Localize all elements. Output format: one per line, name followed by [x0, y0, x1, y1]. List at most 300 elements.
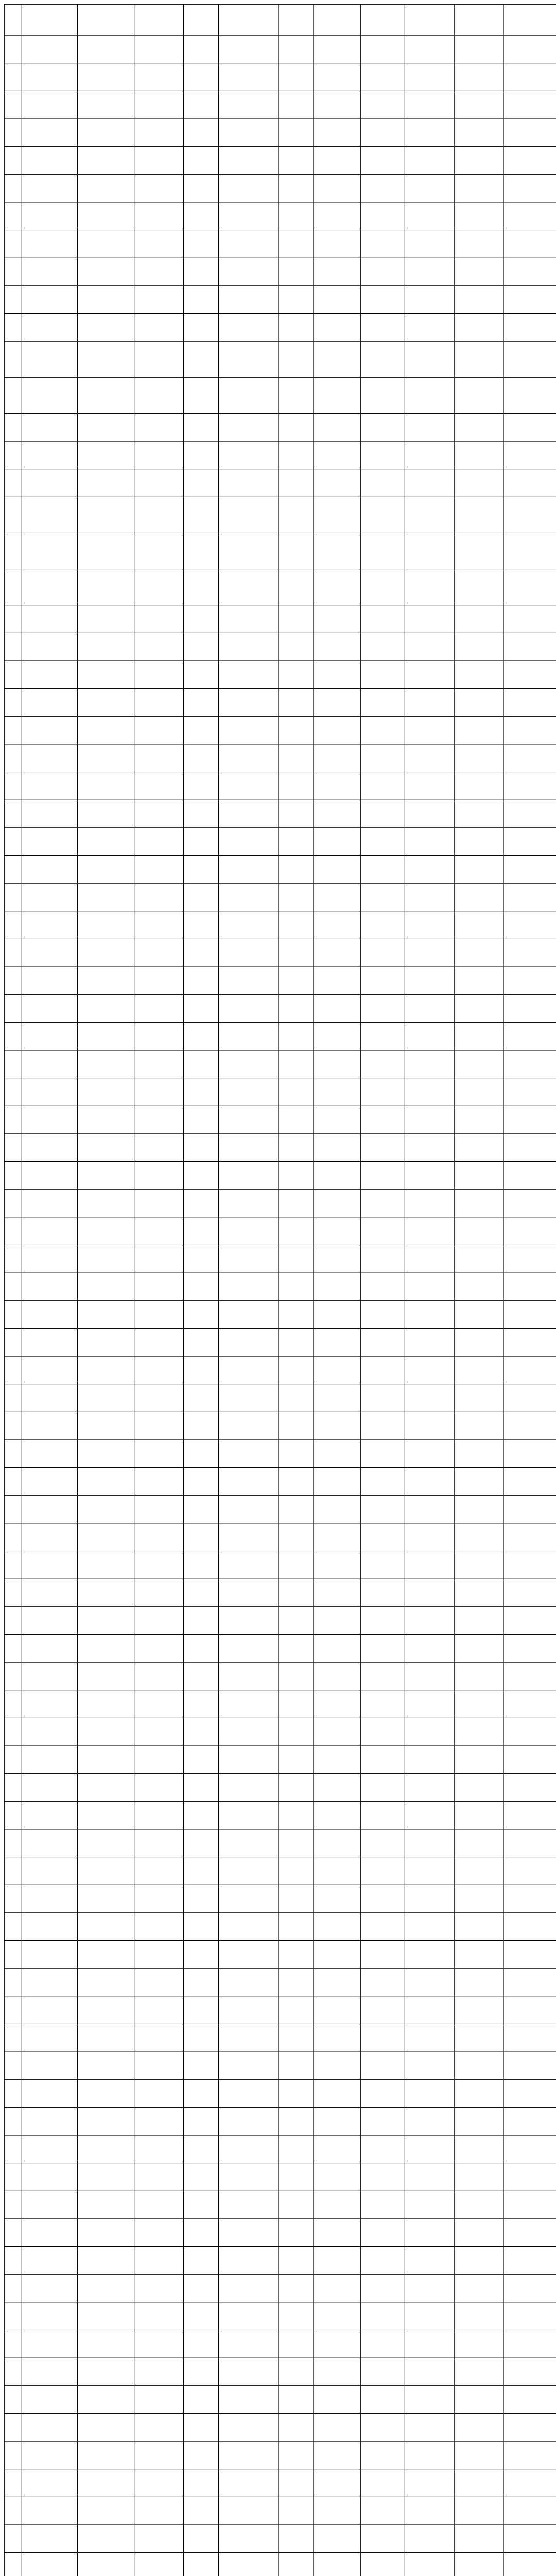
- table-cell: [314, 2553, 361, 2576]
- table-cell: [279, 2302, 314, 2330]
- table-cell: [361, 314, 405, 342]
- table-cell: [22, 884, 78, 911]
- table-cell: [134, 1523, 184, 1551]
- table-cell: [219, 1245, 279, 1273]
- table-cell: [5, 2497, 22, 2525]
- table-cell: [22, 202, 78, 230]
- table-row: [5, 1913, 556, 1941]
- table-cell: [219, 1829, 279, 1857]
- table-cell: [219, 2024, 279, 2052]
- table-row: [5, 1162, 556, 1190]
- table-cell: [184, 202, 219, 230]
- table-cell: [504, 1607, 556, 1635]
- table-cell: [22, 569, 78, 605]
- table-cell: [22, 2024, 78, 2052]
- table-cell: [455, 1941, 504, 1969]
- table-cell: [405, 1635, 455, 1663]
- table-cell: [219, 939, 279, 967]
- table-cell: [5, 744, 22, 772]
- table-cell: [22, 1162, 78, 1190]
- table-cell: [5, 1718, 22, 1746]
- table-cell: [22, 286, 78, 314]
- table-cell: [314, 63, 361, 91]
- table-cell: [314, 2358, 361, 2386]
- table-row: [5, 828, 556, 856]
- table-cell: [504, 1050, 556, 1078]
- table-cell: [504, 1523, 556, 1551]
- table-cell: [22, 856, 78, 884]
- table-cell: [455, 147, 504, 175]
- table-cell: [78, 1412, 134, 1440]
- table-cell: [22, 772, 78, 800]
- table-cell: [504, 2108, 556, 2136]
- table-cell: [314, 2219, 361, 2247]
- table-cell: [22, 2247, 78, 2275]
- table-cell: [5, 800, 22, 828]
- table-cell: [279, 1357, 314, 1384]
- table-cell: [22, 1718, 78, 1746]
- table-cell: [314, 1718, 361, 1746]
- table-cell: [405, 1329, 455, 1357]
- table-cell: [361, 2136, 405, 2163]
- table-cell: [5, 1829, 22, 1857]
- table-row: [5, 469, 556, 497]
- column-header: [279, 5, 314, 36]
- table-cell: [405, 1885, 455, 1913]
- table-cell: [134, 1857, 184, 1885]
- table-cell: [279, 2108, 314, 2136]
- table-cell: [314, 1273, 361, 1301]
- table-cell: [5, 36, 22, 63]
- table-cell: [5, 1857, 22, 1885]
- table-cell: [134, 1106, 184, 1134]
- table-cell: [5, 2302, 22, 2330]
- table-cell: [279, 414, 314, 442]
- table-cell: [405, 717, 455, 744]
- table-cell: [455, 1746, 504, 1774]
- table-cell: [455, 1579, 504, 1607]
- table-row: [5, 2330, 556, 2358]
- table-cell: [22, 2525, 78, 2553]
- table-cell: [5, 772, 22, 800]
- table-cell: [504, 884, 556, 911]
- table-cell: [5, 2275, 22, 2302]
- table-cell: [78, 1384, 134, 1412]
- table-cell: [219, 1384, 279, 1412]
- table-cell: [405, 995, 455, 1023]
- table-cell: [361, 1329, 405, 1357]
- table-cell: [361, 2442, 405, 2469]
- table-cell: [279, 63, 314, 91]
- table-cell: [504, 1857, 556, 1885]
- table-cell: [361, 1913, 405, 1941]
- table-cell: [314, 36, 361, 63]
- column-header: [504, 5, 556, 36]
- table-cell: [361, 533, 405, 569]
- table-cell: [279, 911, 314, 939]
- table-cell: [279, 1050, 314, 1078]
- table-cell: [78, 533, 134, 569]
- table-cell: [184, 91, 219, 119]
- table-cell: [504, 414, 556, 442]
- table-cell: [5, 378, 22, 414]
- table-cell: [405, 1217, 455, 1245]
- table-cell: [184, 772, 219, 800]
- table-cell: [361, 2553, 405, 2576]
- table-cell: [279, 1635, 314, 1663]
- table-cell: [504, 605, 556, 633]
- table-cell: [361, 2219, 405, 2247]
- table-row: [5, 202, 556, 230]
- table-cell: [22, 91, 78, 119]
- table-cell: [455, 533, 504, 569]
- table-cell: [279, 119, 314, 147]
- table-row: [5, 1329, 556, 1357]
- table-cell: [78, 286, 134, 314]
- table-cell: [314, 286, 361, 314]
- table-cell: [314, 1412, 361, 1440]
- table-cell: [22, 1050, 78, 1078]
- table-row: [5, 1690, 556, 1718]
- table-cell: [134, 856, 184, 884]
- table-cell: [22, 2163, 78, 2191]
- table-cell: [5, 1496, 22, 1523]
- table-cell: [78, 1301, 134, 1329]
- table-cell: [5, 967, 22, 995]
- table-cell: [5, 1774, 22, 1802]
- table-cell: [78, 1969, 134, 1996]
- table-cell: [184, 2247, 219, 2275]
- table-cell: [314, 314, 361, 342]
- table-cell: [279, 661, 314, 689]
- table-cell: [78, 1329, 134, 1357]
- table-cell: [405, 36, 455, 63]
- table-cell: [134, 605, 184, 633]
- table-cell: [314, 967, 361, 995]
- table-cell: [5, 717, 22, 744]
- table-cell: [22, 533, 78, 569]
- table-cell: [361, 1384, 405, 1412]
- table-cell: [219, 1496, 279, 1523]
- table-cell: [455, 1245, 504, 1273]
- table-cell: [504, 469, 556, 497]
- table-cell: [455, 1106, 504, 1134]
- table-cell: [405, 689, 455, 717]
- table-cell: [5, 314, 22, 342]
- table-cell: [279, 469, 314, 497]
- table-cell: [361, 1829, 405, 1857]
- table-cell: [405, 1996, 455, 2024]
- table-cell: [184, 342, 219, 378]
- table-cell: [184, 1663, 219, 1690]
- table-cell: [78, 2497, 134, 2525]
- table-cell: [405, 342, 455, 378]
- table-cell: [184, 2219, 219, 2247]
- table-cell: [361, 1663, 405, 1690]
- table-cell: [504, 689, 556, 717]
- table-cell: [455, 1496, 504, 1523]
- table-cell: [219, 717, 279, 744]
- table-cell: [455, 2302, 504, 2330]
- table-cell: [184, 1607, 219, 1635]
- table-cell: [455, 967, 504, 995]
- table-cell: [5, 1301, 22, 1329]
- table-cell: [314, 884, 361, 911]
- table-cell: [279, 2553, 314, 2576]
- table-cell: [504, 533, 556, 569]
- table-cell: [504, 2052, 556, 2080]
- table-cell: [78, 1663, 134, 1690]
- table-cell: [22, 1663, 78, 1690]
- table-cell: [134, 2247, 184, 2275]
- table-cell: [455, 1607, 504, 1635]
- table-cell: [279, 1718, 314, 1746]
- table-cell: [78, 2163, 134, 2191]
- table-cell: [22, 689, 78, 717]
- table-cell: [22, 1523, 78, 1551]
- table-cell: [219, 2136, 279, 2163]
- table-cell: [5, 2108, 22, 2136]
- table-cell: [134, 175, 184, 202]
- table-cell: [219, 442, 279, 469]
- table-cell: [134, 1162, 184, 1190]
- table-cell: [22, 1273, 78, 1301]
- table-cell: [405, 2275, 455, 2302]
- table-row: [5, 2275, 556, 2302]
- table-cell: [22, 1023, 78, 1050]
- table-cell: [22, 744, 78, 772]
- table-cell: [22, 314, 78, 342]
- table-cell: [279, 1802, 314, 1829]
- table-cell: [314, 2414, 361, 2442]
- table-cell: [455, 995, 504, 1023]
- table-cell: [134, 1412, 184, 1440]
- table-cell: [361, 378, 405, 414]
- table-cell: [184, 2497, 219, 2525]
- table-cell: [314, 1078, 361, 1106]
- table-cell: [78, 378, 134, 414]
- table-cell: [184, 1106, 219, 1134]
- table-cell: [219, 202, 279, 230]
- table-cell: [5, 147, 22, 175]
- table-cell: [5, 2442, 22, 2469]
- table-cell: [5, 2386, 22, 2414]
- table-cell: [134, 1885, 184, 1913]
- table-cell: [455, 1134, 504, 1162]
- table-cell: [361, 469, 405, 497]
- table-cell: [134, 2024, 184, 2052]
- table-cell: [504, 2469, 556, 2497]
- table-cell: [455, 633, 504, 661]
- table-cell: [405, 175, 455, 202]
- table-cell: [134, 2469, 184, 2497]
- table-cell: [455, 605, 504, 633]
- table-cell: [314, 1635, 361, 1663]
- table-cell: [78, 1635, 134, 1663]
- table-cell: [184, 442, 219, 469]
- table-cell: [134, 1050, 184, 1078]
- table-cell: [405, 2330, 455, 2358]
- table-cell: [219, 1579, 279, 1607]
- table-cell: [361, 884, 405, 911]
- table-cell: [22, 1078, 78, 1106]
- table-cell: [361, 939, 405, 967]
- table-cell: [455, 1440, 504, 1468]
- table-cell: [184, 1802, 219, 1829]
- table-row: [5, 1829, 556, 1857]
- table-row: [5, 1412, 556, 1440]
- table-cell: [504, 717, 556, 744]
- table-cell: [314, 119, 361, 147]
- table-cell: [22, 497, 78, 533]
- table-cell: [504, 828, 556, 856]
- table-cell: [184, 1357, 219, 1384]
- table-cell: [455, 2080, 504, 2108]
- table-cell: [455, 1913, 504, 1941]
- table-cell: [22, 2330, 78, 2358]
- table-cell: [361, 1802, 405, 1829]
- table-cell: [504, 1357, 556, 1384]
- table-cell: [279, 1663, 314, 1690]
- table-cell: [279, 1523, 314, 1551]
- table-cell: [5, 569, 22, 605]
- table-cell: [219, 414, 279, 442]
- table-cell: [361, 2275, 405, 2302]
- table-cell: [134, 2302, 184, 2330]
- table-cell: [405, 2247, 455, 2275]
- table-cell: [361, 119, 405, 147]
- table-cell: [314, 1607, 361, 1635]
- table-cell: [361, 1496, 405, 1523]
- table-cell: [504, 2247, 556, 2275]
- table-cell: [134, 36, 184, 63]
- table-cell: [314, 1468, 361, 1496]
- table-cell: [184, 2414, 219, 2442]
- table-cell: [219, 1690, 279, 1718]
- table-cell: [78, 2414, 134, 2442]
- table-row: [5, 1996, 556, 2024]
- table-cell: [134, 1217, 184, 1245]
- table-cell: [504, 1774, 556, 1802]
- table-cell: [279, 2525, 314, 2553]
- table-cell: [405, 2553, 455, 2576]
- table-cell: [405, 633, 455, 661]
- table-cell: [361, 569, 405, 605]
- table-cell: [219, 2080, 279, 2108]
- table-cell: [361, 1440, 405, 1468]
- table-cell: [78, 63, 134, 91]
- table-cell: [134, 1969, 184, 1996]
- table-cell: [22, 1357, 78, 1384]
- table-cell: [279, 1190, 314, 1217]
- table-cell: [314, 1969, 361, 1996]
- table-cell: [78, 2108, 134, 2136]
- table-cell: [22, 414, 78, 442]
- table-cell: [184, 230, 219, 258]
- table-cell: [184, 63, 219, 91]
- table-cell: [504, 2136, 556, 2163]
- table-cell: [134, 414, 184, 442]
- table-cell: [5, 884, 22, 911]
- table-cell: [279, 314, 314, 342]
- table-cell: [314, 1134, 361, 1162]
- table-cell: [78, 884, 134, 911]
- table-cell: [219, 469, 279, 497]
- table-cell: [78, 202, 134, 230]
- table-cell: [5, 258, 22, 286]
- table-cell: [134, 967, 184, 995]
- table-cell: [22, 2302, 78, 2330]
- table-cell: [504, 1384, 556, 1412]
- table-cell: [184, 2442, 219, 2469]
- table-cell: [184, 2469, 219, 2497]
- table-cell: [5, 1746, 22, 1774]
- table-cell: [504, 2080, 556, 2108]
- table-cell: [504, 1718, 556, 1746]
- table-cell: [405, 1134, 455, 1162]
- table-row: [5, 1134, 556, 1162]
- table-cell: [504, 1885, 556, 1913]
- table-cell: [279, 1468, 314, 1496]
- table-cell: [78, 1941, 134, 1969]
- table-cell: [5, 2080, 22, 2108]
- table-cell: [134, 1301, 184, 1329]
- table-cell: [184, 1134, 219, 1162]
- table-cell: [455, 744, 504, 772]
- table-cell: [134, 1718, 184, 1746]
- table-cell: [78, 469, 134, 497]
- table-cell: [134, 1496, 184, 1523]
- table-cell: [504, 2163, 556, 2191]
- table-cell: [455, 2136, 504, 2163]
- table-row: [5, 2136, 556, 2163]
- table-cell: [279, 689, 314, 717]
- table-cell: [314, 378, 361, 414]
- table-cell: [361, 1357, 405, 1384]
- table-cell: [314, 1802, 361, 1829]
- table-cell: [219, 633, 279, 661]
- table-cell: [219, 2358, 279, 2386]
- table-cell: [78, 1440, 134, 1468]
- table-cell: [184, 884, 219, 911]
- table-cell: [78, 314, 134, 342]
- table-cell: [78, 2442, 134, 2469]
- table-cell: [405, 1273, 455, 1301]
- table-cell: [219, 884, 279, 911]
- table-cell: [184, 2108, 219, 2136]
- table-cell: [134, 1468, 184, 1496]
- table-cell: [455, 2386, 504, 2414]
- table-cell: [22, 119, 78, 147]
- table-row: [5, 995, 556, 1023]
- table-row: [5, 1663, 556, 1690]
- table-cell: [455, 91, 504, 119]
- table-cell: [22, 2442, 78, 2469]
- table-cell: [184, 2525, 219, 2553]
- table-cell: [22, 995, 78, 1023]
- table-cell: [455, 1774, 504, 1802]
- table-row: [5, 1607, 556, 1635]
- table-cell: [134, 1690, 184, 1718]
- table-cell: [22, 175, 78, 202]
- table-cell: [405, 2052, 455, 2080]
- table-cell: [314, 1996, 361, 2024]
- table-cell: [219, 36, 279, 63]
- table-cell: [504, 2497, 556, 2525]
- table-row: [5, 2219, 556, 2247]
- table-cell: [314, 800, 361, 828]
- table-cell: [405, 2386, 455, 2414]
